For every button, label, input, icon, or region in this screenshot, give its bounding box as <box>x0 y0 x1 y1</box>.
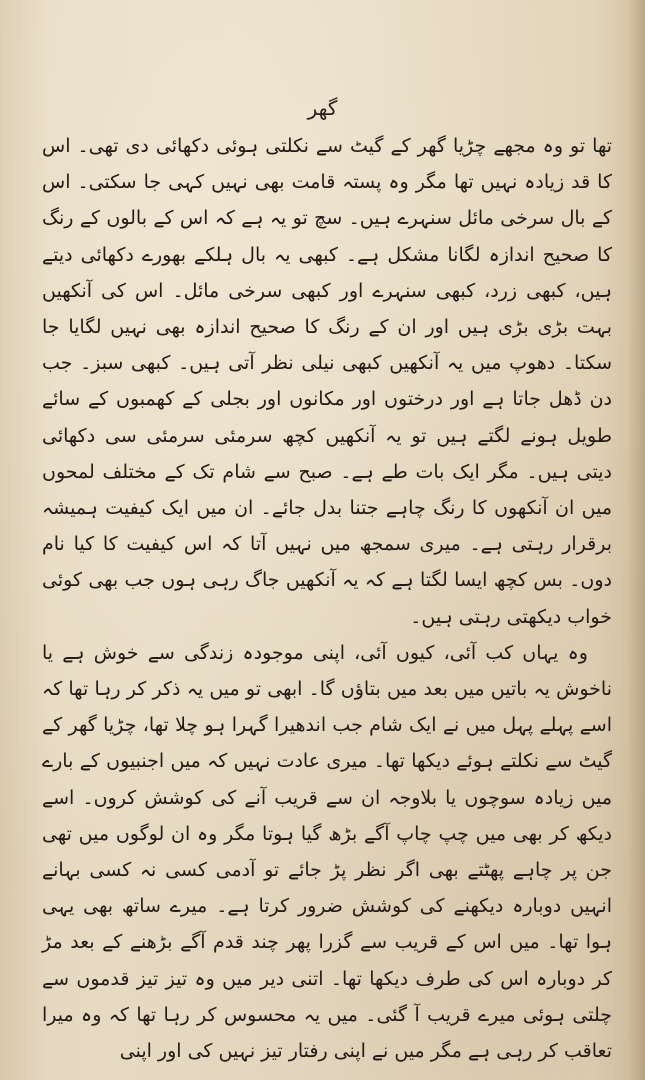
page-edge-shadow <box>627 0 645 1080</box>
running-head: گھر <box>307 96 338 120</box>
paragraph-1: تھا تو وہ مجھے چڑیا گھر کے گیٹ سے نکلتی ہوئی دکھائی دی تھی۔ اس کا قد زیادہ نہیں تھا مگر وہ پستہ قامت بھی نہیں کہی جا سکتی۔ اس کے بال سرخی مائل سنہرے ہیں۔ سچ تو یہ ہے کہ اس کے بالوں کے رنگ کا صحیح اندازہ لگانا مشکل ہے۔ کبھی یہ بال ہلکے بھورے دکھائی دیتے ہیں، کبھی زرد، کبھی سنہرے اور کبھی سرخی مائل۔ اس کی آنکھیں بہت بڑی بڑی ہیں اور ان کے رنگ کا صحیح اندازہ بھی نہیں لگایا جا سکتا۔ دھوپ میں یہ آنکھیں کبھی نیلی نظر آتی ہیں۔ کبھی سبز۔ جب دن ڈھل جاتا ہے اور درختوں اور مکانوں اور بجلی کے کھمبوں کے سائے طویل ہونے لگتے ہیں تو یہ آنکھیں کچھ سرمئی سرمئی سی دکھائی دیتی ہیں۔ مگر ایک بات طے ہے۔ صبح سے شام تک کے مختلف لمحوں میں ان آنکھوں کا رنگ چاہے جتنا بدل جائے۔ ان میں ایک کیفیت ہمیشہ برقرار رہتی ہے۔ میری سمجھ میں نہیں آتا کہ اس کیفیت کا کیا نام دوں۔ بس کچھ ایسا لگتا ہے کہ یہ آنکھیں جاگ رہی ہوں جب بھی کوئی خواب دیکھتی رہتی ہیں۔ <box>42 135 612 628</box>
paragraph-2: وہ یہاں کب آئی، کیوں آئی، اپنی موجودہ زندگی سے خوش ہے یا ناخوش یہ باتیں میں بعد میں بتاؤں گا۔ ابھی تو میں یہ ذکر کر رہا تھا کہ اسے پہلے پہل میں نے ایک شام جب اندھیرا گہرا ہو چلا تھا، چڑیا گھر کے گیٹ سے نکلتے ہوئے دیکھا تھا۔ میری عادت نہیں کہ میں اجنبیوں کے بارے میں زیادہ سوچوں یا بلاوجہ ان سے قریب آنے کی کوشش کروں۔ اسے دیکھ کر بھی میں چپ چاپ آگے بڑھ گیا ہوتا مگر وہ ان لوگوں میں تھی جن پر چاہے پھٹتے بھی اگر نظر پڑ جائے تو آدمی کسی نہ کسی بہانے انہیں دوبارہ دیکھنے کی کوشش ضرور کرتا ہے۔ میرے ساتھ بھی یہی ہوا تھا۔ میں اس کے قریب سے گزرا پھر چند قدم آگے بڑھنے کے بعد مڑ کر دوبارہ اس کی طرف دیکھا تھا۔ اتنی دیر میں وہ تیز تیز قدموں سے چلتی ہوئی میرے قریب آ گئی۔ میں یہ محسوس کر رہا تھا کہ وہ میرا تعاقب کر رہی ہے مگر میں نے اپنی رفتار تیز نہیں کی اور اپنی <box>42 641 612 1063</box>
body-text <box>42 128 612 1069</box>
